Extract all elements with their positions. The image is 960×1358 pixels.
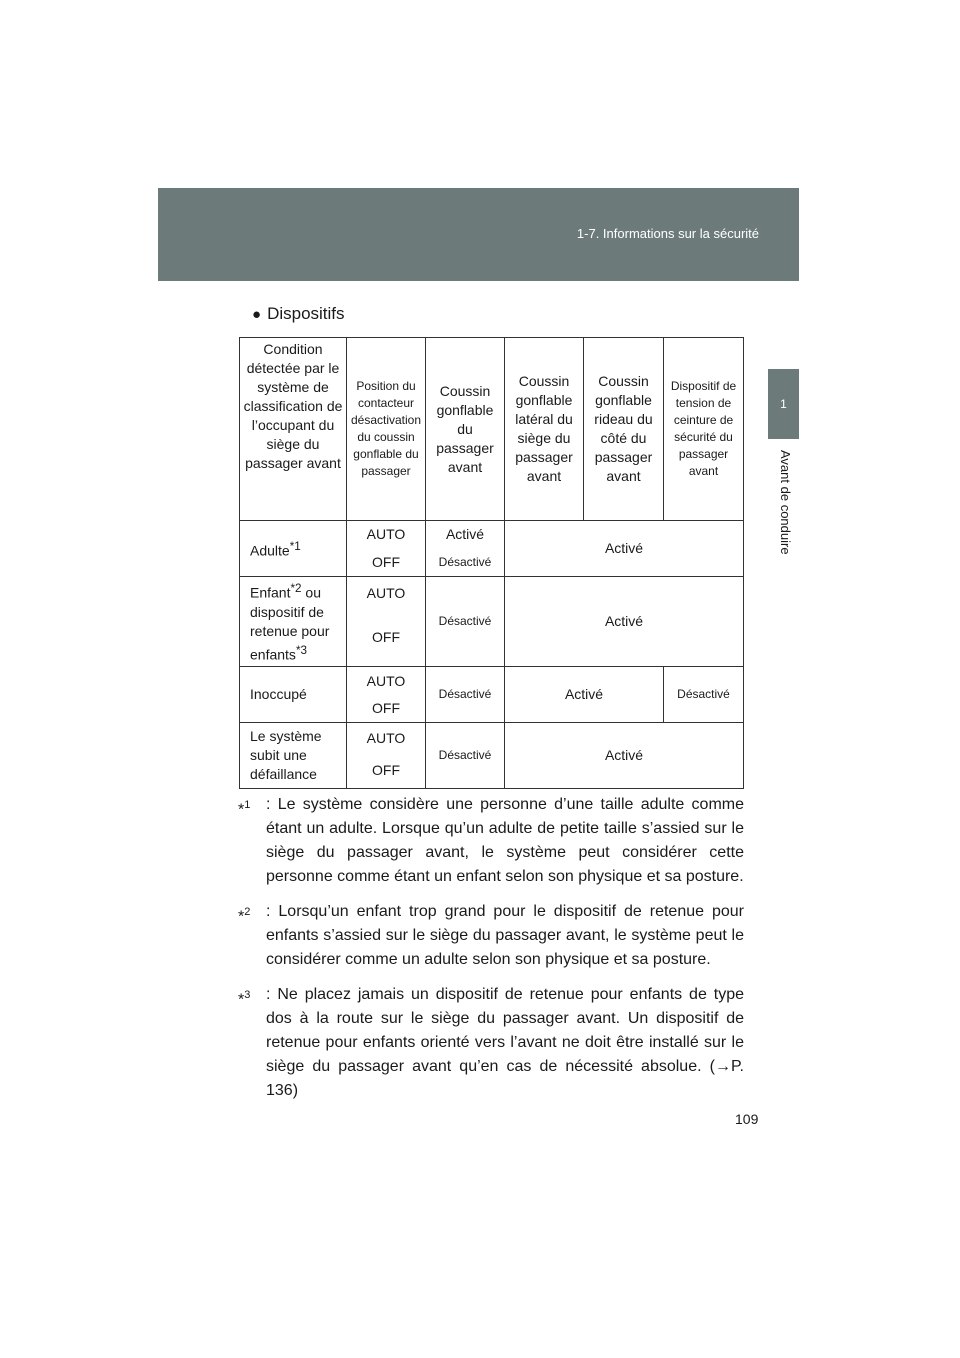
- table-row: [240, 577, 744, 610]
- subsection-title: [252, 304, 345, 324]
- table-header-row: [240, 338, 744, 521]
- switch-auto: AUTO: [347, 667, 426, 695]
- row-label-empty: Inoccupé: [240, 667, 347, 723]
- side-curtain-value: Activé: [505, 667, 664, 723]
- row-label-fault: Le système subit une défaillance: [240, 723, 347, 789]
- front-airbag-value: Désactivé: [426, 549, 505, 577]
- front-airbag-value: Désactivé: [426, 723, 505, 789]
- switch-auto: AUTO: [347, 521, 426, 549]
- switch-auto: AUTO: [347, 577, 426, 610]
- table-row: [240, 521, 744, 549]
- other-devices-value: Activé: [505, 723, 744, 789]
- footnote: *$^1$ : Le système considère une personne d’une taille adulte comme étant un adulte. Lorsque qu’un adulte de petite taille s’assied sur le siège du passager avant, le système peut considérer cette personne comme étant un enfant selon son physique et sa posture.: [238, 793, 744, 889]
- pretensioner-value: Désactivé: [664, 667, 744, 723]
- front-airbag-value: Activé: [426, 521, 505, 549]
- subsection-text: Dispositifs: [267, 304, 345, 323]
- bullet-icon: ●: [252, 306, 262, 323]
- front-airbag-value: Désactivé: [426, 577, 505, 667]
- chapter-number: 1: [780, 397, 787, 411]
- switch-off: OFF: [347, 695, 426, 723]
- footnote-text: : Le système considère une personne d’une taille adulte comme étant un adulte. Lorsque qu’un adulte de petite taille s’assied sur le siège du passager avant, le système peut considérer cette personne comme étant un enfant selon son physique et sa posture.: [266, 796, 744, 885]
- footnote-text: : Lorsqu’un enfant trop grand pour le dispositif de retenue pour enfants s’assied sur le siège du passager avant, le système peut le considérer comme un adulte selon son physique et sa posture.: [266, 903, 744, 968]
- header-front-airbag: Coussin gonflable du passager avant: [426, 338, 505, 521]
- footnote: *$^2$ : Lorsqu’un enfant trop grand pour le dispositif de retenue pour enfants s’assied sur le siège du passager avant, le système peut le considérer comme un adulte selon son physique et sa posture.: [238, 900, 744, 972]
- footnotes: [238, 793, 744, 1114]
- footnote: *$^3$ : Ne placez jamais un dispositif de retenue pour enfants de type dos à la route sur le siège du passager avant. Un dispositif de retenue pour enfants orienté vers l’avant ne doit être installé sur le siège du passager avant qu’en cas de nécessité absolue. (→P. 136): [238, 983, 744, 1103]
- page-number: 109: [735, 1111, 759, 1127]
- switch-off: OFF: [347, 610, 426, 667]
- other-devices-value: Activé: [505, 521, 744, 577]
- switch-auto: AUTO: [347, 723, 426, 753]
- row-label-child: Enfant$^{*2}$ ou dispositif de retenue pour enfants$^{*3}$: [240, 577, 347, 667]
- row-label-adult: Adulte$^{*1}$: [240, 521, 347, 577]
- chapter-label: Avant de conduire: [778, 450, 793, 555]
- chapter-header: [158, 188, 799, 281]
- header-condition: Condition détectée par le système de classification de l’occupant du siège du passager avant: [240, 338, 347, 521]
- table-row: [240, 667, 744, 695]
- switch-off: OFF: [347, 549, 426, 577]
- header-curtain-airbag: Coussin gonflable rideau du côté du passager avant: [584, 338, 664, 521]
- footnote-text: : Ne placez jamais un dispositif de retenue pour enfants de type dos à la route sur le siège du passager avant. Un dispositif de retenue pour enfants orienté vers l’avant ne doit être installé sur le siège du passager avant qu’en cas de nécessité absolue. (→P. 136): [266, 986, 744, 1099]
- table-row: [240, 723, 744, 753]
- devices-table: [239, 337, 744, 789]
- header-switch: Position du contacteur désactivation du coussin gonflable du passager: [347, 338, 426, 521]
- switch-off: OFF: [347, 753, 426, 789]
- header-side-airbag: Coussin gonflable latéral du siège du passager avant: [505, 338, 584, 521]
- front-airbag-value: Désactivé: [426, 667, 505, 723]
- other-devices-value: Activé: [505, 577, 744, 667]
- section-title: 1-7. Informations sur la sécurité: [576, 226, 759, 241]
- chapter-tab: [768, 369, 799, 439]
- header-pretensioner: Dispositif de tension de ceinture de sécurité du passager avant: [664, 338, 744, 521]
